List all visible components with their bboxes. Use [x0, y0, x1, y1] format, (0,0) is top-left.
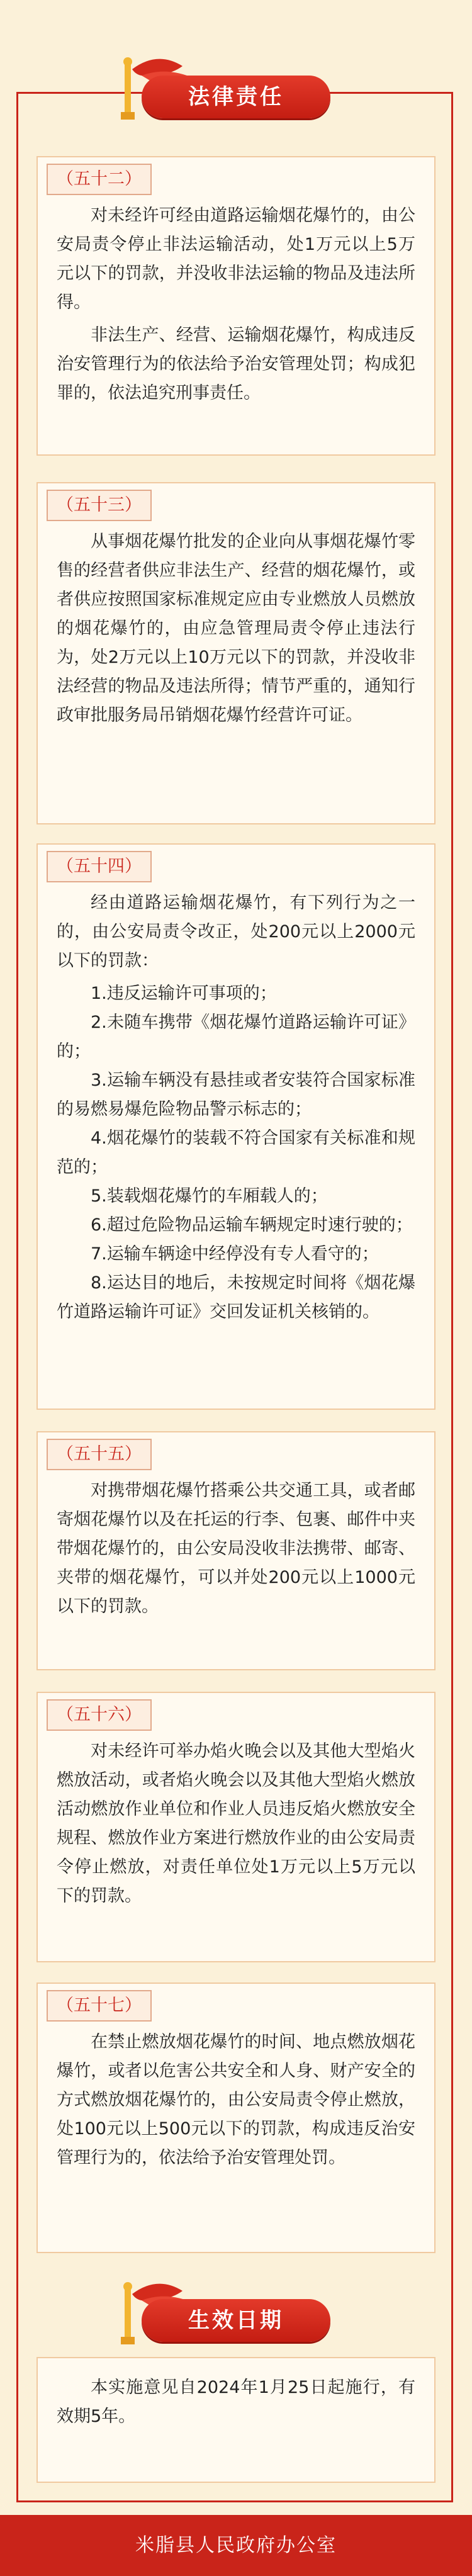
article-tag: （五十四）: [47, 851, 152, 882]
list-item: 4.烟花爆竹的装载不符合国家有关标准和规范的；: [57, 1128, 415, 1177]
article-paragraph: 对未经许可举办焰火晚会以及其他大型焰火燃放活动，或者焰火晚会以及其他大型焰火燃放活动燃放作业单位和作业人员违反焰火燃放安全规程、燃放作业方案进行燃放作业的由公安局责令停止燃放，对责任单位处1万元以上5万元以下的罚款。: [57, 1741, 415, 1906]
section-header-effective: [0, 2275, 472, 2351]
list-item: 8.运达目的地后，未按规定时间将《烟花爆竹道路运输许可证》交回发证机关核销的。: [57, 1273, 415, 1322]
article-card-52: [37, 156, 435, 456]
article-tag: （五十五）: [47, 1439, 152, 1470]
effective-date-text: 本实施意见自2024年1月25日起施行，有效期5年。: [57, 2378, 415, 2426]
article-card-57: [37, 1983, 435, 2253]
section-header-legal: [0, 50, 472, 126]
list-item: 1.违反运输许可事项的；: [91, 984, 277, 1003]
article-paragraph: 在禁止燃放烟花爆竹的时间、地点燃放烟花爆竹，或者以危害公共安全和人身、财产安全的方式燃放烟花爆竹的，由公安局责令停止燃放，处100元以上500元以下的罚款，构成违反治安管理行为的，依法给予治安管理处罚。: [57, 2032, 415, 2168]
article-paragraph: 经由道路运输烟花爆竹，有下列行为之一的，由公安局责令改正，处200元以上2000元以下的罚款：: [57, 893, 415, 970]
article-card-56: [37, 1692, 435, 1962]
article-paragraph: 对携带烟花爆竹搭乘公共交通工具，或者邮寄烟花爆竹以及在托运的行李、包裹、邮件中夹带烟花爆竹的，由公安局没收非法携带、邮寄、夹带的烟花爆竹，可以并处200元以上1000元以下的罚款。: [57, 1481, 415, 1616]
article-card-53: [37, 482, 435, 824]
article-paragraph: 对未经许可经由道路运输烟花爆竹的，由公安局责令停止非法运输活动，处1万元以上5万元以下的罚款，并没收非法运输的物品及违法所得。: [57, 206, 415, 312]
article-tag: （五十三）: [47, 490, 152, 521]
article-card-55: [37, 1431, 435, 1670]
article-tag: （五十七）: [47, 1990, 152, 2022]
article-tag: （五十二）: [47, 164, 152, 195]
section-title-effective: 生效日期: [142, 2299, 330, 2342]
list-item: 2.未随车携带《烟花爆竹道路运输许可证》的；: [57, 1013, 415, 1061]
section-title-legal: 法律责任: [142, 76, 330, 118]
list-item: 5.装载烟花爆竹的车厢载人的；: [91, 1186, 328, 1206]
article-paragraph: 非法生产、经营、运输烟花爆竹，构成违反治安管理行为的依法给予治安管理处罚；构成犯罪的，依法追究刑事责任。: [57, 325, 415, 403]
effective-date-card: [37, 2357, 435, 2483]
list-item: 3.运输车辆没有悬挂或者安装符合国家标准的易燃易爆危险物品警示标志的；: [57, 1071, 415, 1119]
footer-issuer: 米脂县人民政府办公室: [0, 2515, 472, 2576]
article-tag: （五十六）: [47, 1699, 152, 1731]
list-item: 6.超过危险物品运输车辆规定时速行驶的；: [91, 1215, 413, 1235]
article-paragraph: 从事烟花爆竹批发的企业向从事烟花爆竹零售的经营者供应非法生产、经营的烟花爆竹，或者供应按照国家标准规定应由专业燃放人员燃放的烟花爆竹的，由应急管理局责令停止违法行为，处2万元以上10万元以下的罚款，并没收非法经营的物品及违法所得；情节严重的，通知行政审批服务局吊销烟花爆竹经营许可证。: [57, 532, 415, 725]
article-card-54: [37, 843, 435, 1410]
list-item: 7.运输车辆途中经停没有专人看守的；: [91, 1244, 379, 1264]
